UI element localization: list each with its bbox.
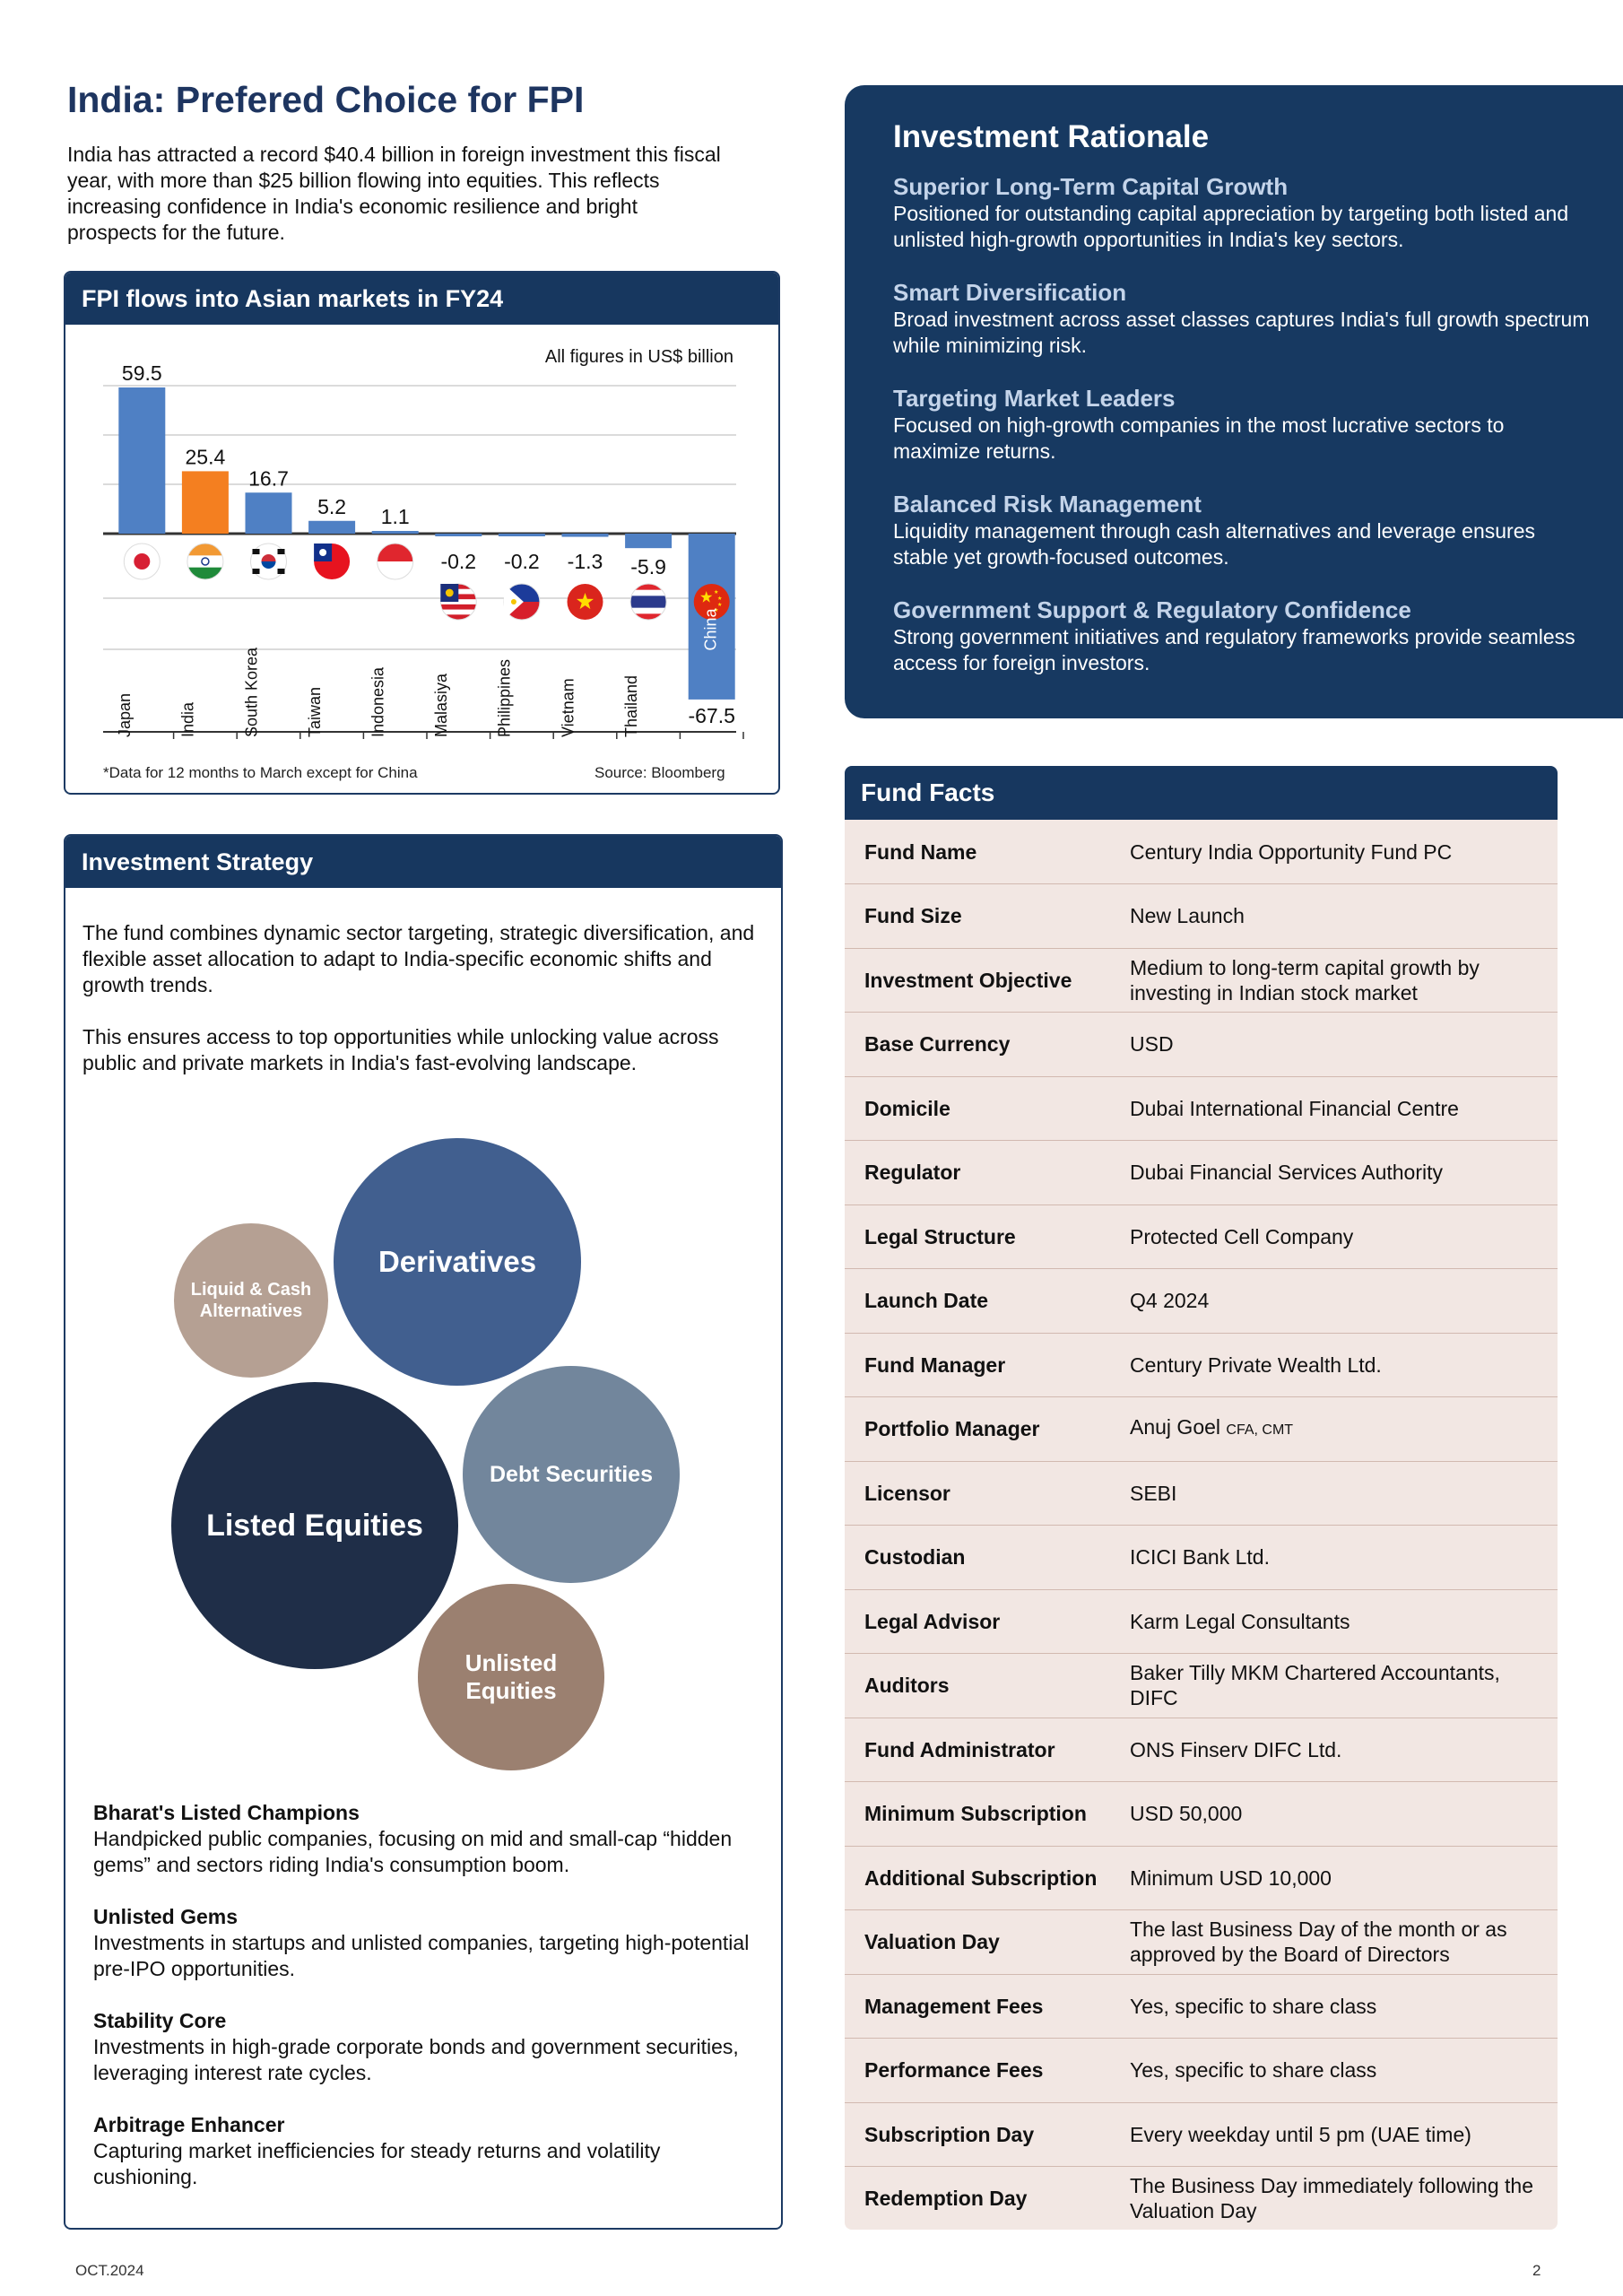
fund-facts-value-text: New Launch — [1130, 904, 1245, 928]
fund-facts-value-text: Protected Cell Company — [1130, 1224, 1354, 1248]
rationale-item-title: Smart Diversification — [893, 279, 1127, 306]
rationale-item-text: Broad investment across asset classes captures India's full growth spectrum while minimizing risk. — [893, 308, 1590, 357]
rationale-item-text: Positioned for outstanding capital appreciation by targeting both listed and unlisted high-growth opportunities in India's key sectors. — [893, 202, 1569, 251]
fund-facts-value — [1130, 1846, 1558, 1910]
strategy-title: Investment Strategy — [65, 836, 781, 888]
fund-facts-value — [1130, 1974, 1558, 2039]
fund-facts-value — [1130, 820, 1558, 884]
bar-japan — [118, 387, 165, 534]
bubble-debt-securities-label: Debt Securities — [489, 1462, 653, 1487]
footer-date: OCT.2024 — [75, 2262, 144, 2279]
fund-facts-value — [1130, 1910, 1558, 1975]
fund-facts-value-text: ONS Finserv DIFC Ltd. — [1130, 1737, 1342, 1761]
fund-facts-row — [845, 1397, 1558, 1462]
category-label: Thailand — [621, 674, 640, 737]
rationale-item — [893, 491, 1593, 570]
fund-facts-label: Fund Size — [845, 884, 1130, 949]
fund-facts-label: Investment Objective — [845, 948, 1130, 1013]
fund-facts-label: Base Currency — [845, 1013, 1130, 1077]
malaysia-flag-icon — [440, 584, 476, 621]
chart-footnote: *Data for 12 months to March except for China — [103, 764, 418, 781]
rationale-item — [893, 279, 1593, 359]
bubble-unlisted-equities-label: Unlisted Equities — [464, 1648, 558, 1704]
bar-value-label: -5.9 — [630, 555, 666, 578]
strategy-item-title: Arbitrage Enhancer — [93, 2113, 285, 2136]
flag-shape — [630, 596, 666, 602]
strategy-item-title: Unlisted Gems — [93, 1905, 239, 1928]
fund-facts-value-text: Karm Legal Consultants — [1130, 1609, 1350, 1633]
strategy-item-title: Bharat's Listed Champions — [93, 1801, 360, 1824]
fund-facts-row — [845, 1269, 1558, 1334]
fund-facts-value-text: ICICI Bank Ltd. — [1130, 1545, 1270, 1570]
category-label: Philippines — [495, 658, 514, 737]
chart-panel-title: FPI flows into Asian markets in FY24 — [65, 273, 778, 325]
category-label: South Korea — [242, 647, 261, 737]
strategy-item — [93, 1904, 757, 1982]
fpi-bar-chart — [65, 325, 778, 764]
fund-facts-value — [1130, 1782, 1558, 1847]
fund-facts-value-text: The last Business Day of the month or as approved by the Board of Directors — [1130, 1918, 1507, 1967]
fund-facts-row — [845, 1782, 1558, 1847]
flag-shape — [187, 544, 223, 556]
fund-facts-value — [1130, 1461, 1558, 1526]
flag-shape — [253, 569, 260, 574]
fund-facts-row — [845, 2102, 1558, 2167]
fund-facts-value — [1130, 1076, 1558, 1141]
bar-india — [182, 471, 229, 534]
fund-facts-value-text: Century India Opportunity Fund PC — [1130, 839, 1453, 864]
bubble-debt-securities — [463, 1366, 680, 1583]
fund-facts-value-text: Anuj Goel — [1130, 1415, 1221, 1439]
rationale-item — [893, 596, 1593, 676]
category-label: Japan — [116, 692, 135, 737]
category-label: Vietnam — [559, 678, 577, 737]
fund-facts-value-text: Yes, specific to share class — [1130, 1994, 1377, 2018]
bubble-derivatives-label: Derivatives — [378, 1245, 537, 1279]
fund-facts-value — [1130, 2102, 1558, 2167]
fund-facts-value — [1130, 1526, 1558, 1590]
flag-shape — [134, 553, 150, 570]
fund-facts-label: Additional Subscription — [845, 1846, 1130, 1910]
fund-facts-value-text: Q4 2024 — [1130, 1289, 1210, 1313]
category-label: Taiwan — [305, 686, 324, 737]
bar-vietnam — [562, 534, 609, 537]
fund-facts-value-text: USD 50,000 — [1130, 1802, 1243, 1826]
fund-facts-value — [1130, 1333, 1558, 1397]
bubble-liquid-cash — [174, 1223, 328, 1378]
fund-facts-row — [845, 1910, 1558, 1975]
bar-value-label: -0.2 — [504, 550, 540, 573]
fund-facts-value — [1130, 1589, 1558, 1654]
strategy-item — [93, 2112, 757, 2190]
fund-facts-value — [1130, 1013, 1558, 1077]
fund-facts-value-text: Every weekday until 5 pm (UAE time) — [1130, 2122, 1471, 2146]
fund-facts-label: Fund Name — [845, 820, 1130, 884]
fund-facts-label: Auditors — [845, 1654, 1130, 1718]
fund-facts-value-text: SEBI — [1130, 1481, 1177, 1505]
indonesia-flag-icon — [378, 544, 413, 580]
bar-taiwan — [308, 521, 355, 534]
flag-shape — [630, 602, 666, 608]
category-label: China — [701, 608, 720, 651]
strategy-item-text: Capturing market inefficiencies for steady returns and volatility cushioning. — [93, 2139, 661, 2188]
fund-facts-value-text: Medium to long-term capital growth by investing in Indian stock market — [1130, 955, 1480, 1004]
fund-facts-label: Licensor — [845, 1461, 1130, 1526]
fund-facts-row — [845, 1333, 1558, 1397]
flag-shape — [278, 549, 285, 554]
fund-facts-value-text: Minimum USD 10,000 — [1130, 1866, 1332, 1890]
fund-facts-value — [1130, 1141, 1558, 1205]
rationale-item-text: Liquidity management through cash alternatives and leverage ensures stable yet growth-focused outcomes. — [893, 519, 1535, 569]
category-label: Indonesia — [369, 666, 387, 737]
fund-facts-label: Fund Manager — [845, 1333, 1130, 1397]
strategy-items — [93, 1800, 757, 2216]
fund-facts-label: Regulator — [845, 1141, 1130, 1205]
fund-facts-label: Performance Fees — [845, 2039, 1130, 2103]
rationale-item-text: Focused on high-growth companies in the most lucrative sectors to maximize returns. — [893, 413, 1505, 463]
flag-shape — [319, 549, 326, 556]
flag-shape — [440, 604, 476, 610]
flag-shape — [630, 590, 666, 596]
fund-facts-value — [1130, 2039, 1558, 2103]
fund-facts-row — [845, 1461, 1558, 1526]
bar-value-label: 25.4 — [185, 445, 226, 469]
rationale-title: Investment Rationale — [893, 119, 1210, 154]
flag-shape — [511, 599, 516, 604]
fund-facts-label: Fund Administrator — [845, 1718, 1130, 1782]
fund-facts-row — [845, 820, 1558, 884]
fund-facts-title: Fund Facts — [845, 766, 1558, 820]
fund-facts-label: Portfolio Manager — [845, 1397, 1130, 1462]
chart-units-note: All figures in US$ billion — [544, 347, 733, 367]
fund-facts-value — [1130, 884, 1558, 949]
fund-facts-panel — [845, 766, 1558, 2230]
fund-facts-label: Legal Structure — [845, 1205, 1130, 1269]
fund-facts-label: Subscription Day — [845, 2102, 1130, 2167]
rationale-item-text: Strong government initiatives and regulatory frameworks provide seamless access for foreign investors. — [893, 625, 1575, 674]
thailand-flag-icon — [630, 584, 666, 621]
fund-facts-row — [845, 948, 1558, 1013]
india-flag-icon — [187, 544, 223, 580]
bar-thailand — [625, 534, 672, 548]
rationale-item-title: Balanced Risk Management — [893, 491, 1202, 517]
flag-shape — [378, 561, 413, 580]
intro-paragraph: India has attracted a record $40.4 billion in foreign investment this fiscal year, with more than $25 billion flowing into equities. This reflects increasing confidence in India's economic resilience and bright prospects for the future. — [67, 143, 721, 244]
japan-flag-icon — [124, 544, 160, 579]
rationale-item-title: Superior Long-Term Capital Growth — [893, 173, 1289, 200]
fund-facts-row — [845, 1526, 1558, 1590]
rationale-item-title: Targeting Market Leaders — [893, 385, 1176, 412]
fund-facts-row — [845, 1654, 1558, 1718]
strategy-item-title: Stability Core — [93, 2009, 227, 2032]
fund-facts-table — [845, 820, 1558, 2230]
fund-facts-value-suffix: CFA, CMT — [1226, 1422, 1294, 1439]
fund-facts-label: Valuation Day — [845, 1910, 1130, 1975]
fund-facts-label: Custodian — [845, 1526, 1130, 1590]
investment-strategy-panel — [64, 834, 783, 2230]
fund-facts-row — [845, 1974, 1558, 2039]
fund-facts-label: Legal Advisor — [845, 1589, 1130, 1654]
fund-facts-value-text: Yes, specific to share class — [1130, 2058, 1377, 2083]
strategy-paragraph-2: This ensures access to top opportunities while unlocking value across public and private markets in India's fast-evolving landscape. — [82, 1025, 719, 1074]
philippines-flag-icon — [504, 584, 540, 621]
bar-indonesia — [372, 531, 419, 534]
rationale-item — [893, 385, 1593, 465]
flag-shape — [378, 544, 413, 562]
rationale-item-title: Government Support & Regulatory Confidence — [893, 596, 1411, 623]
strategy-item — [93, 1800, 757, 1878]
fund-facts-label: Management Fees — [845, 1974, 1130, 2039]
fund-facts-value — [1130, 948, 1558, 1013]
bar-value-label: 1.1 — [380, 504, 410, 528]
bubble-listed-equities-label: Listed Equities — [206, 1508, 423, 1543]
fpi-chart-panel — [64, 271, 780, 795]
fund-facts-label: Redemption Day — [845, 2167, 1130, 2231]
fund-facts-value-text: USD — [1130, 1032, 1174, 1057]
flag-shape — [278, 569, 285, 574]
flag-shape — [253, 549, 260, 554]
fund-facts-row — [845, 2039, 1558, 2103]
page-title: India: Prefered Choice for FPI — [67, 79, 585, 120]
fund-facts-label: Domicile — [845, 1076, 1130, 1141]
bubble-derivatives — [334, 1138, 581, 1386]
rationale-item — [893, 173, 1593, 253]
chart-source: Source: Bloomberg — [595, 764, 725, 781]
page-number: 2 — [1532, 2262, 1541, 2279]
bar-south-korea — [246, 492, 292, 534]
strategy-paragraph-1: The fund combines dynamic sector targeting, strategic diversification, and flexible asset allocation to adapt to India-specific economic shifts and growth trends. — [82, 921, 755, 996]
strategy-item-text: Investments in high-grade corporate bonds and government securities, leveraging interest rate cycles. — [93, 2035, 739, 2084]
fund-facts-value — [1130, 1397, 1558, 1462]
fund-facts-value-text: Century Private Wealth Ltd. — [1130, 1352, 1382, 1377]
fund-facts-value — [1130, 1205, 1558, 1269]
bar-philippines — [499, 534, 545, 536]
fund-facts-label: Minimum Subscription — [845, 1782, 1130, 1847]
bar-value-label: 59.5 — [121, 361, 162, 385]
fund-facts-row — [845, 1141, 1558, 1205]
bubble-liquid-cash-label: Liquid & Cash Alternatives — [190, 1280, 312, 1321]
fund-facts-value-text: The Business Day immediately following the Valuation Day — [1130, 2174, 1533, 2223]
strategy-item-text: Handpicked public companies, focusing on mid and small-cap “hidden gems” and sectors riding India's consumption boom. — [93, 1827, 733, 1876]
bubble-unlisted-equities — [418, 1584, 604, 1770]
fund-facts-value — [1130, 1269, 1558, 1334]
vietnam-flag-icon — [568, 584, 603, 620]
flag-shape — [630, 608, 666, 614]
bar-value-label: -0.2 — [440, 550, 477, 573]
taiwan-flag-icon — [314, 544, 350, 579]
fund-facts-value-text: Baker Tilly MKM Chartered Accountants, DIFC — [1130, 1661, 1500, 1710]
fund-facts-value — [1130, 1718, 1558, 1782]
fund-facts-row — [845, 1589, 1558, 1654]
fund-facts-value-text: Dubai International Financial Centre — [1130, 1096, 1459, 1120]
rationale-list — [893, 173, 1593, 702]
bar-value-label: -67.5 — [688, 703, 735, 727]
bar-value-label: -1.3 — [567, 550, 603, 573]
flag-shape — [446, 589, 454, 597]
strategy-item — [93, 2008, 757, 2086]
fund-facts-value — [1130, 1654, 1558, 1718]
bar-malasiya — [435, 534, 482, 536]
bar-value-label: 16.7 — [248, 466, 289, 491]
investment-rationale-panel — [845, 85, 1623, 718]
fund-facts-row — [845, 1076, 1558, 1141]
fund-facts-row — [845, 1718, 1558, 1782]
fund-facts-value-text: Dubai Financial Services Authority — [1130, 1161, 1443, 1185]
fund-facts-row — [845, 1205, 1558, 1269]
category-label: India — [178, 701, 197, 737]
fund-facts-row — [845, 1846, 1558, 1910]
fund-facts-row — [845, 2167, 1558, 2231]
category-label: Malasiya — [432, 673, 451, 737]
fund-facts-value — [1130, 2167, 1558, 2231]
fund-facts-label: Launch Date — [845, 1269, 1130, 1334]
south-korea-flag-icon — [251, 544, 287, 579]
fund-facts-row — [845, 1013, 1558, 1077]
bar-value-label: 5.2 — [317, 494, 347, 518]
fund-facts-row — [845, 884, 1558, 949]
bubble-listed-equities — [171, 1382, 458, 1669]
strategy-item-text: Investments in startups and unlisted companies, targeting high-potential pre-IPO opportunities. — [93, 1931, 750, 1980]
